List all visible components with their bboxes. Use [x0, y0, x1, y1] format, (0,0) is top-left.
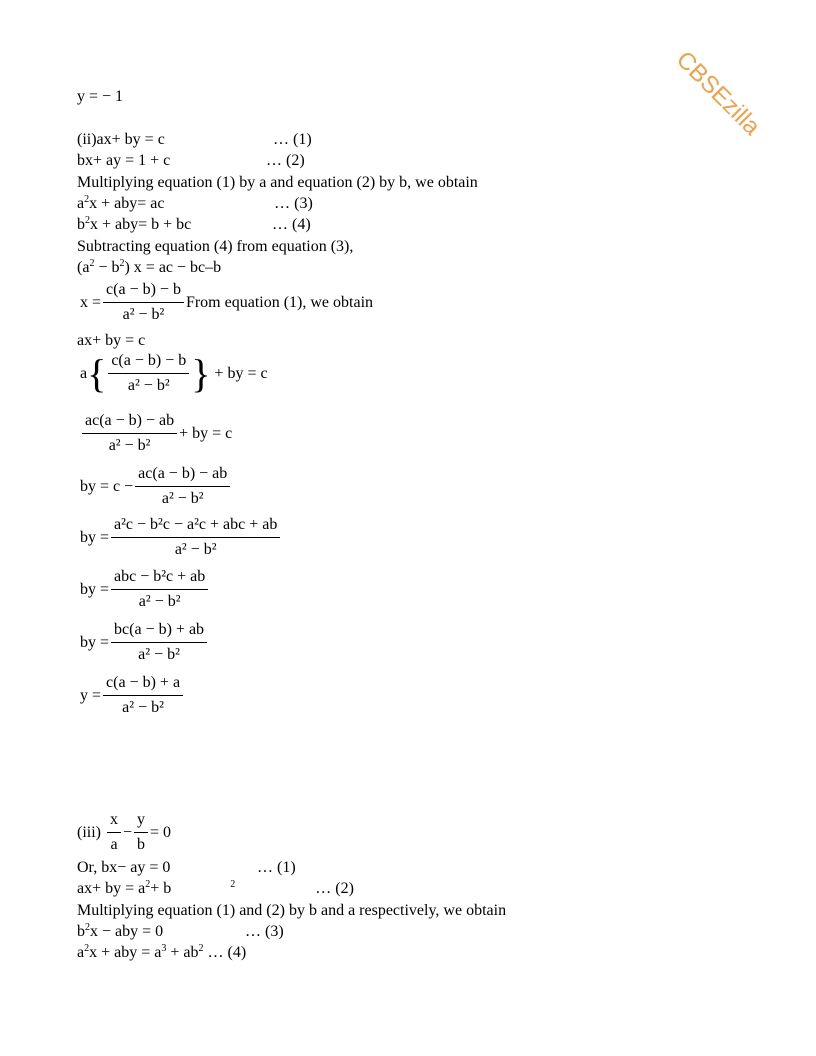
- equation-substitute: a { $\frac{c(a - b) - b}{\text{a² − b²}}$ } + by = c: [80, 350, 268, 396]
- equation-ii-2: bx+ ay = 1 + c … (2): [77, 152, 305, 169]
- equation-x-value: x = $\frac{c(a - b) - b}{\text{a² − b²}}$ From equation (1), we obtain: [80, 281, 374, 323]
- text-multiplying: Multiplying equation (1) by a and equation (2) by b, we obtain: [77, 174, 478, 191]
- equation-restate-1: ax+ by = c: [77, 332, 146, 349]
- equation-iii-3: $b^2x$ − aby = 0 … (3): [77, 922, 284, 940]
- equation-by-4: by = $\frac{bc(a - b) + ab}{\text{a² − b²}}$: [80, 620, 209, 665]
- text-subtracting: Subtracting equation (4) from equation (3),: [77, 238, 354, 255]
- equation-iii: (iii) $\frac{x}{a}$ − $\frac{y}{b}$ = 0: [77, 811, 172, 853]
- line-y-result: y = − 1: [77, 88, 124, 105]
- equation-expand: $\frac{ac(a - b) - ab}{\text{a² − b²}}$ + by = c: [80, 411, 232, 456]
- equation-by-3: by = $\frac{\text{abc − b²c + ab}}{\text{a² − b²}}$: [80, 567, 210, 612]
- equation-ii-1: (ii)ax+ by = c … (1): [77, 131, 312, 148]
- equation-4: $b^2x + aby= b$ + bc … (4): [77, 215, 311, 233]
- equation-3: $a^2x + aby=$ ac … (3): [77, 194, 313, 212]
- equation-y-value: y = $\frac{c(a - b) + a}{\text{a² − b²}}$: [80, 673, 185, 718]
- equation-iii-1: Or, bx− ay = 0 … (1): [77, 859, 296, 876]
- equation-by-1: by = c − $\frac{ac(a - b) - ab}{\text{a² − b²}}$: [80, 464, 232, 509]
- equation-x-coefficient: $(a^2 - b^2) x$ = ac − bc–b: [77, 258, 222, 276]
- equation-iii-4: $a^2x$ + aby = $a^3 + ab^2$ … (4): [77, 943, 247, 961]
- equation-iii-2: ax+ by = $a^2+ b$ $^2$ … (2): [77, 879, 354, 897]
- watermark-logo: CBSEzilla: [670, 46, 766, 141]
- equation-by-2: by = $\frac{\text{a²c − b²c − a²c + abc + ab}}{\text{a² − b²}}$: [80, 515, 282, 560]
- text-multiplying-iii: Multiplying equation (1) and (2) by b and a respectively, we obtain: [77, 902, 507, 919]
